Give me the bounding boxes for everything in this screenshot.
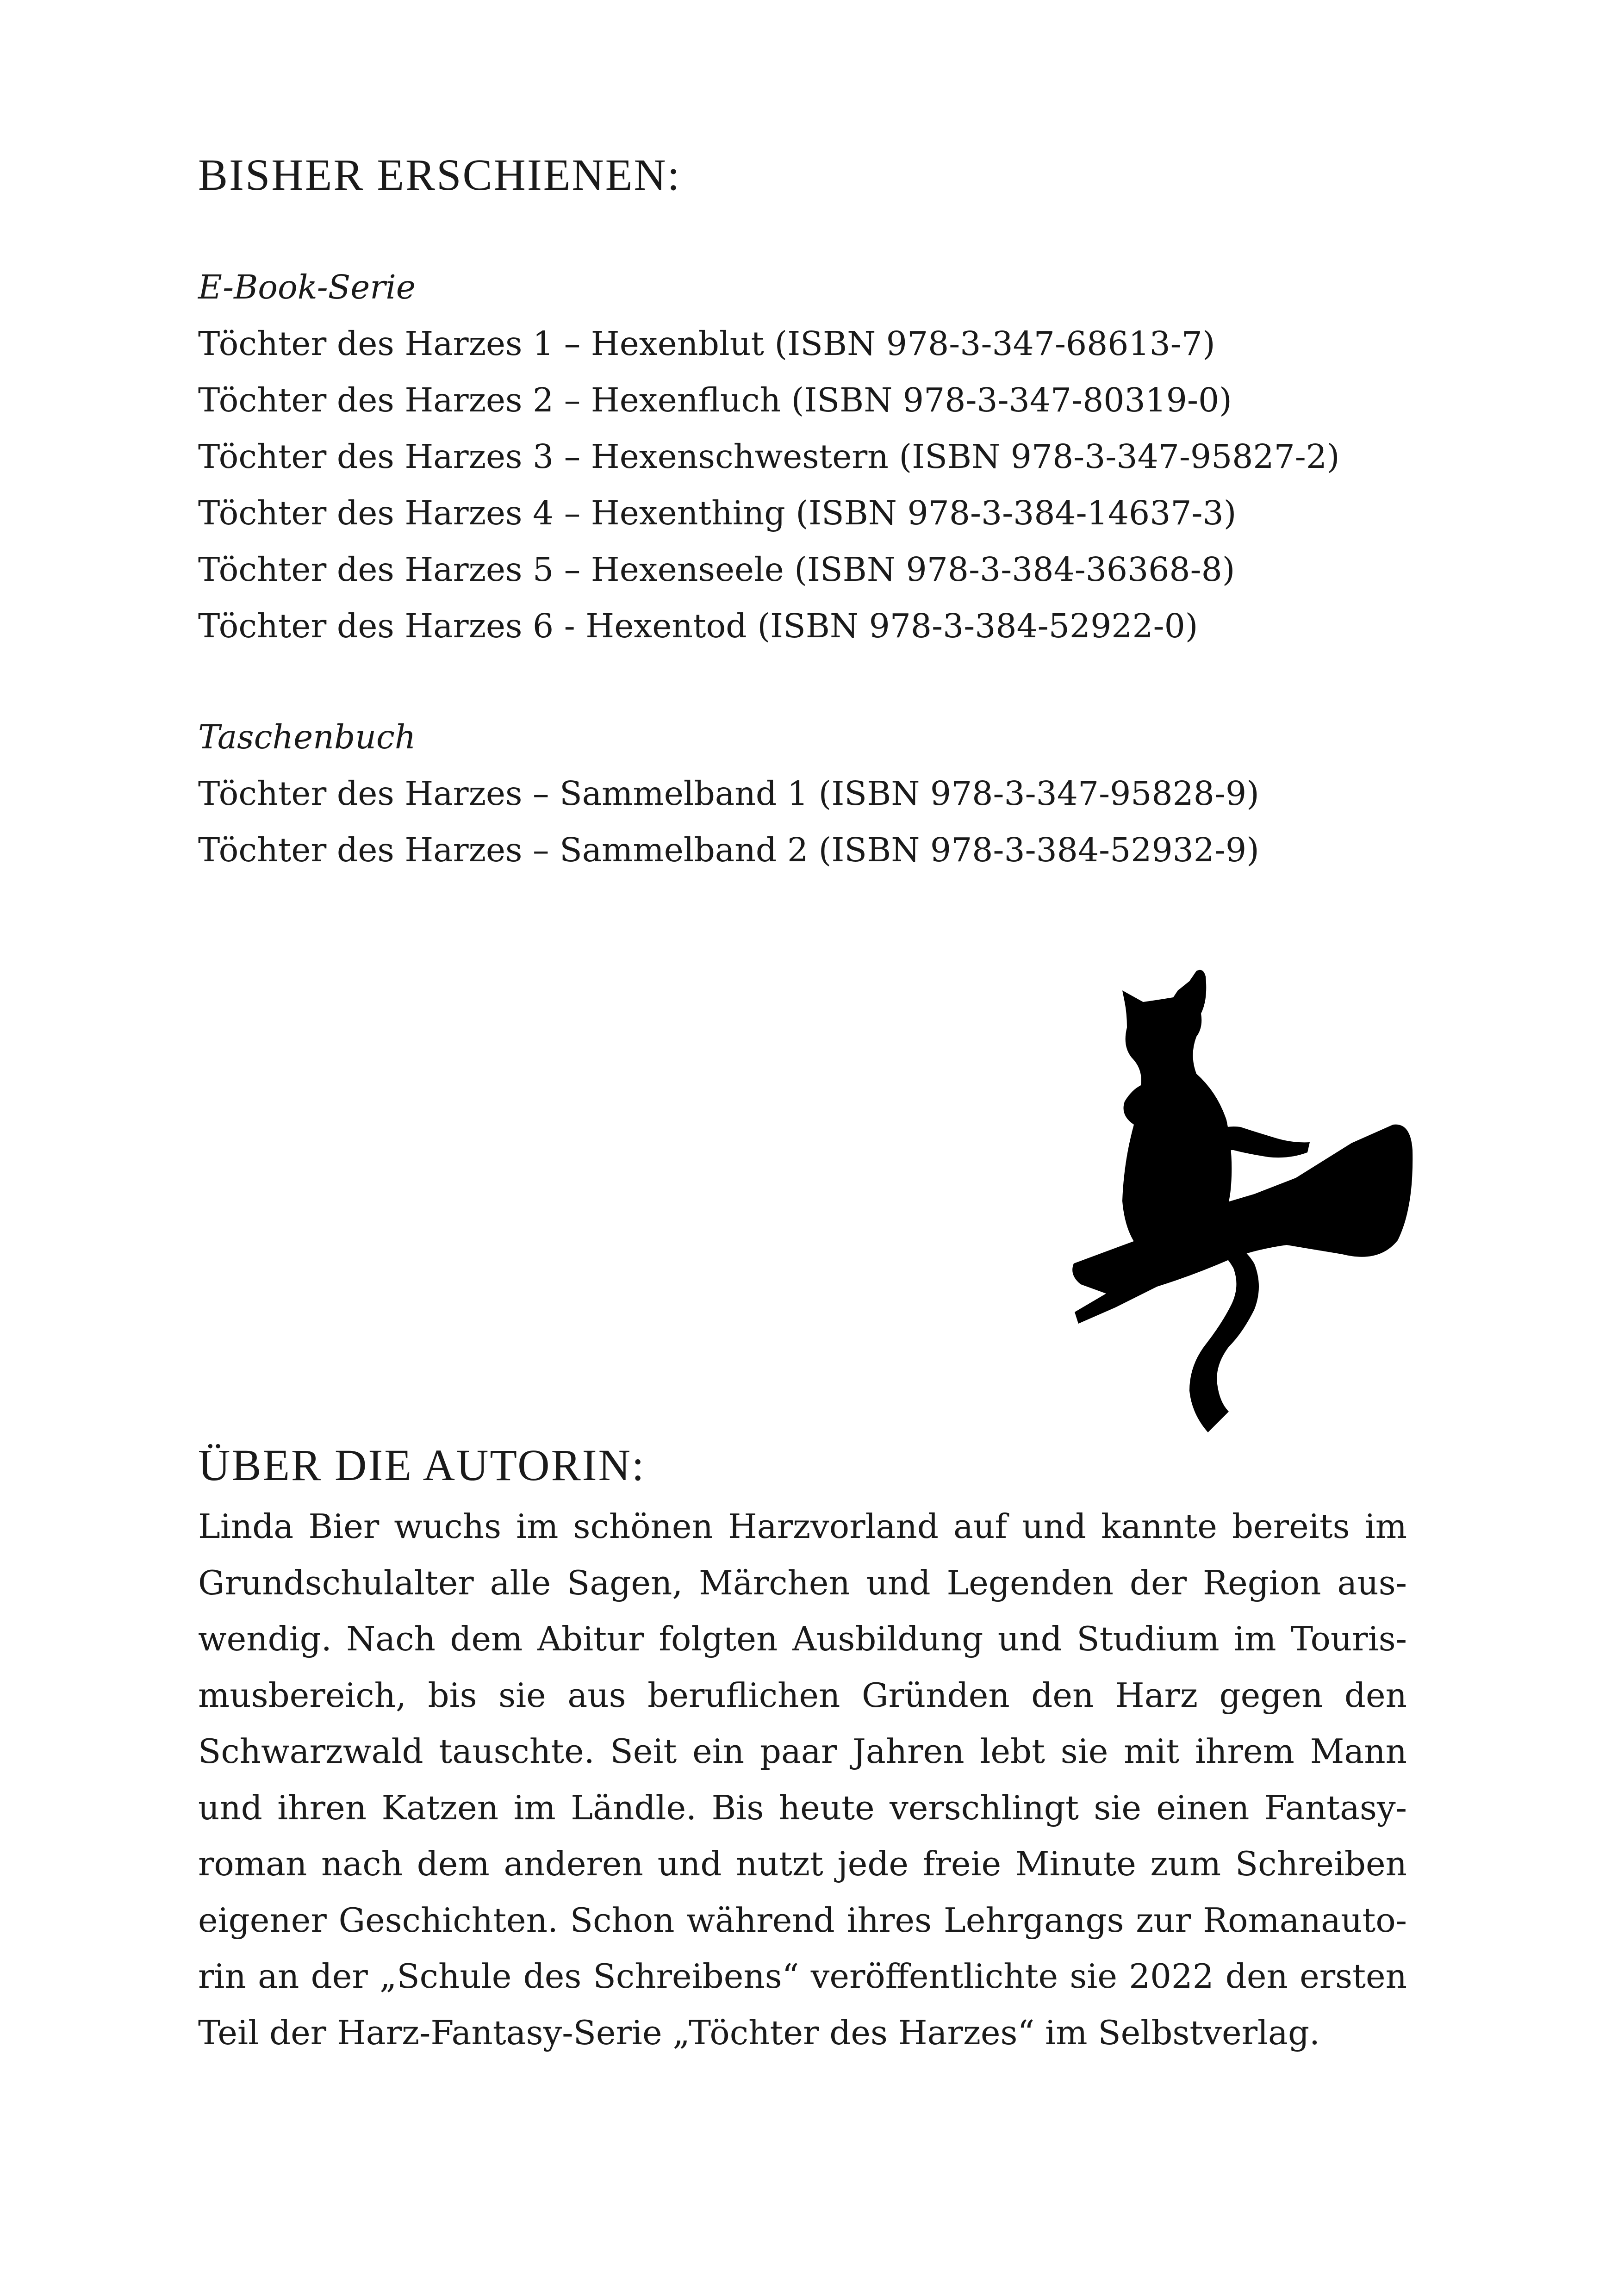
paperback-list [198, 709, 1259, 878]
list-item: Töchter des Harzes 3 – Hexenschwestern (ISBN 978-3-347-95827-2) [198, 437, 1340, 476]
cat-on-branch-silhouette-icon [1037, 967, 1421, 1435]
published-books-heading: BISHER ERSCHIENEN: [198, 150, 681, 199]
about-author-heading: ÜBER DIE AUTORIN: [198, 1440, 646, 1490]
author-biography: Linda Bier wuchs im schönen Harzvorland auf und kannte bereits im Grundschulalter alle Sagen, Märchen und Legenden der Region auswendig. Nach dem Abitur folgten Ausbildung und Studium im Tourismusbereich, bis sie aus beruflichen Gründen den Harz gegen den Schwarzwald tauschte. Seit ein paar Jahren lebt sie mit ihrem Mann und ihren Katzen im Ländle. Bis heute verschlingt sie einen Fantasyroman nach dem anderen und nutzt jede freie Minute zum Schreiben eigener Geschichten. Schon während ihres Lehrgangs zur Romanautorin an der „Schule des Schreibens“ veröffentlichte sie 2022 den ersten Teil der Harz-Fantasy-Serie „Töchter des Harzes“ im Selbstverlag. [198, 1507, 1407, 2052]
list-item: Töchter des Harzes – Sammelband 2 (ISBN 978-3-384-52932-9) [198, 831, 1259, 869]
ebook-series-label: E-Book-Serie [198, 268, 416, 306]
paperback-label: Taschenbuch [198, 718, 416, 756]
silhouette-shapes [1072, 970, 1413, 1432]
list-item: Töchter des Harzes 6 - Hexentod (ISBN 978-3-384-52922-0) [198, 607, 1198, 645]
ebook-series-list [198, 259, 1340, 654]
list-item: Töchter des Harzes – Sammelband 1 (ISBN 978-3-347-95828-9) [198, 774, 1259, 813]
list-item: Töchter des Harzes 1 – Hexenblut (ISBN 978-3-347-68613-7) [198, 324, 1215, 363]
list-item: Töchter des Harzes 5 – Hexenseele (ISBN 978-3-384-36368-8) [198, 550, 1235, 589]
list-item: Töchter des Harzes 4 – Hexenthing (ISBN 978-3-384-14637-3) [198, 494, 1237, 532]
list-item: Töchter des Harzes 2 – Hexenfluch (ISBN 978-3-347-80319-0) [198, 381, 1232, 419]
